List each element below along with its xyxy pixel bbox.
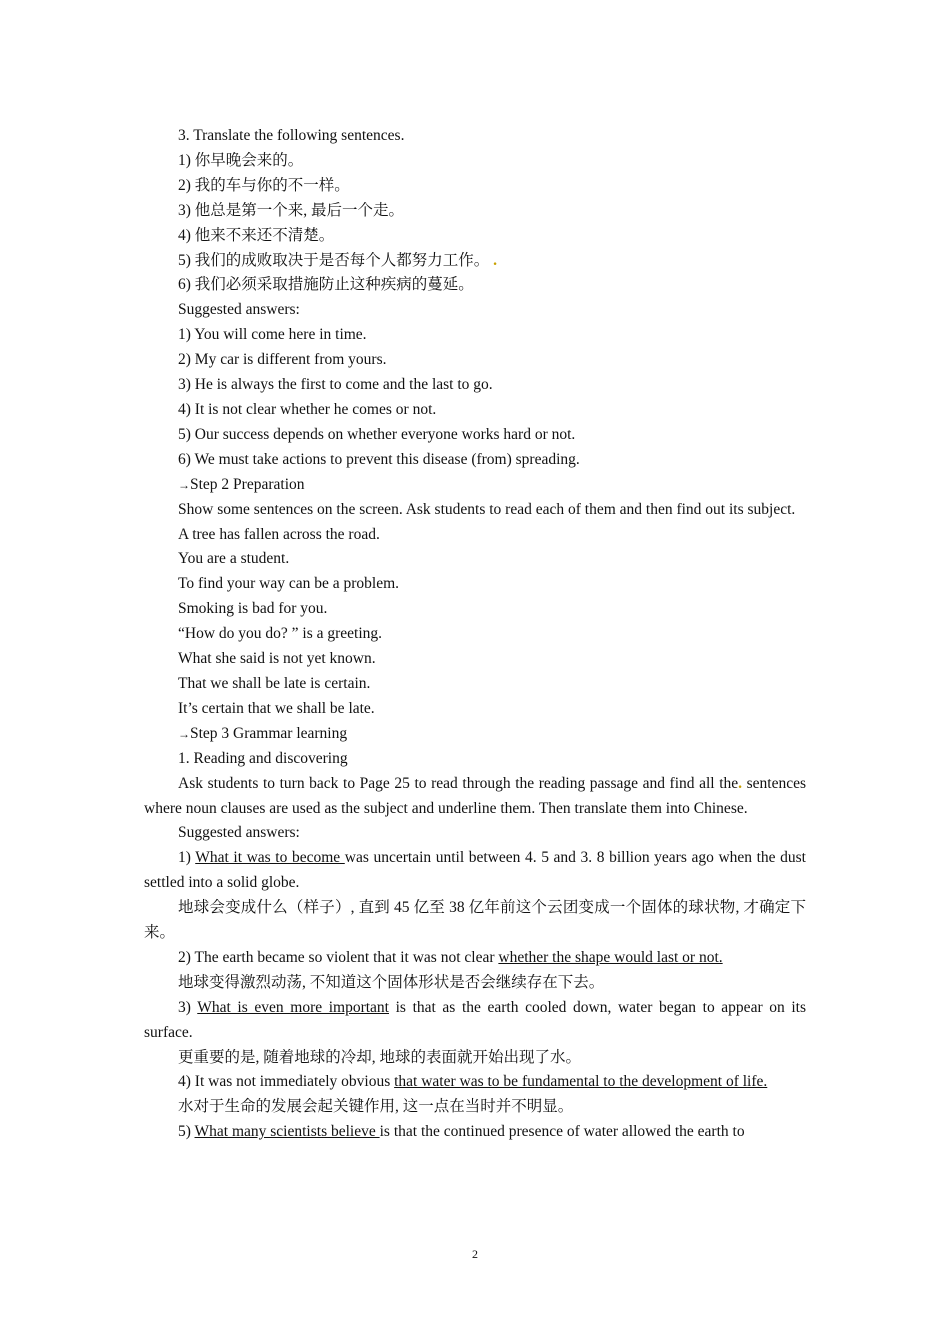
highlight-dot: . (738, 774, 743, 792)
example-sentence: You are a student. (178, 550, 290, 568)
example-sentence: To find your way can be a problem. (178, 575, 400, 593)
arrow-icon: → (178, 726, 190, 741)
step3-instruction (144, 772, 806, 822)
answer-text: is that the continued presence of water allowed the earth to (379, 1123, 745, 1141)
step3-subheading: 1. Reading and discovering (178, 749, 348, 767)
answer-prefix: 5) (178, 1123, 195, 1141)
answer-item: 3) He is always the first to come and the last to go. (178, 376, 493, 394)
example-sentence: What she said is not yet known. (178, 650, 376, 668)
example-sentence: A tree has fallen across the road. (178, 525, 380, 543)
grammar-answer-4 (144, 1070, 806, 1095)
step3-title: Step 3 Grammar learning (190, 724, 348, 742)
grammar-answer-1 (144, 846, 806, 896)
answer-text: 4) It was not immediately obvious (178, 1073, 395, 1091)
translate-item: 1) 你早晚会来的。 (178, 151, 304, 169)
answer-prefix: 3) (178, 998, 198, 1016)
translate-item: 3) 他总是第一个来, 最后一个走。 (178, 201, 405, 219)
grammar-answer-4-cn: 水对于生命的发展会起关键作用, 这一点在当时并不明显。 (178, 1098, 574, 1116)
translate-item: 2) 我的车与你的不一样。 (178, 176, 350, 194)
translate-heading: 3. Translate the following sentences. (178, 127, 405, 144)
answer-text: was uncertain until between 4. 5 and 3. 8 billion years ago when the dust settled into a solid globe. (144, 849, 806, 892)
translate-item: 5) 我们的成败取决于是否每个人都努力工作。 (178, 251, 490, 269)
answer-prefix: 1) (178, 849, 196, 867)
step3-heading (144, 722, 806, 747)
grammar-answer-3 (144, 996, 806, 1046)
answer-text: 2) The earth became so violent that it was not clear (178, 948, 499, 966)
grammar-answer-2-cn: 地球变得激烈动荡, 不知道这个固体形状是否会继续存在下去。 (178, 973, 605, 991)
noun-clause: What it was to become (195, 849, 345, 867)
answer-item: 4) It is not clear whether he comes or not. (178, 400, 437, 418)
answers-label: Suggested answers: (178, 824, 300, 842)
grammar-answer-3-cn: 更重要的是, 随着地球的冷却, 地球的表面就开始出现了水。 (178, 1048, 582, 1066)
grammar-answer-5 (144, 1120, 806, 1145)
answers-label: Suggested answers: (178, 301, 300, 319)
answer-text: is that as the earth cooled down, water began to appear on its surface. (144, 998, 806, 1041)
translate-item: 4) 他来不来还不清楚。 (178, 226, 335, 244)
noun-clause: What many scientists believe (194, 1123, 380, 1141)
page-number: 2 (472, 1247, 478, 1261)
answer-item: 6) We must take actions to prevent this disease (from) spreading. (178, 450, 580, 468)
example-sentence: “How do you do? ” is a greeting. (178, 625, 383, 643)
answer-item: 2) My car is different from yours. (178, 351, 387, 369)
step2-heading (144, 473, 806, 498)
example-sentence: That we shall be late is certain. (178, 674, 371, 692)
answer-item: 5) Our success depends on whether everyone works hard or not. (178, 425, 576, 443)
noun-clause: that water was to be fundamental to the development of life. (394, 1073, 768, 1091)
instruction-text: Ask students to turn back to Page 25 to read through the reading passage and find all the (178, 774, 739, 792)
example-sentence: Smoking is bad for you. (178, 600, 328, 618)
answer-item: 1) You will come here in time. (178, 326, 367, 344)
step2-instruction: Show some sentences on the screen. Ask students to read each of them and then find out its subject. (178, 500, 796, 518)
noun-clause: What is even more important (197, 998, 389, 1016)
grammar-answer-1-cn: 地球会变成什么（样子）, 直到 45 亿至 38 亿年前这个云团变成一个固体的球状物, 才确定下来。 (144, 899, 806, 942)
highlight-dot: . (493, 251, 498, 269)
document-page (144, 124, 806, 1145)
step2-title: Step 2 Preparation (190, 475, 305, 493)
arrow-icon: → (178, 477, 190, 492)
translate-item: 6) 我们必须采取措施防止这种疾病的蔓延。 (178, 276, 474, 294)
noun-clause: whether the shape would last or not. (498, 948, 723, 966)
translate-item-with-dot (144, 249, 806, 274)
instruction-text: sentences where noun clauses are used as the subject and underline them. Then translate them into Chinese. (144, 774, 806, 817)
example-sentence: It’s certain that we shall be late. (178, 699, 375, 717)
grammar-answer-2 (144, 946, 806, 971)
